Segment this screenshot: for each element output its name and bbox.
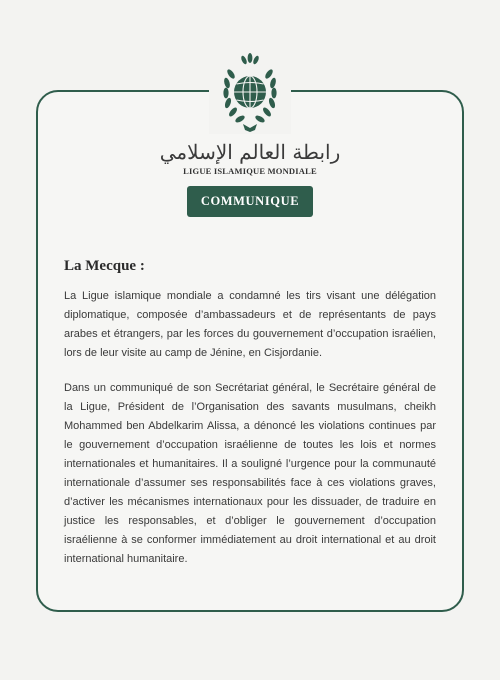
paragraph-2: Dans un communiqué de son Secrétariat général, le Secrétaire général de la Ligue, Président de l’Organisation des savants musulmans, cheikh Mohammed ben Abdelkarim Alissa, a dénoncé les violations continues par le gouvernement d’occupation israélienne de toutes les lois et normes internationales et humanitaires. Il a souligné l’urgence pour la communauté internationale d’assumer ses responsabilités face à ces violations graves, d’activer les mécanismes internationaux pour les dissuader, de traduire en justice les responsables, et d’obliger le gouvernement d’occupation israélienne à se conformer immédiatement au droit international et au droit international humanitaire. (64, 382, 436, 565)
globe-emblem-icon (219, 52, 281, 134)
emblem-container (209, 52, 291, 134)
header-logo (0, 52, 500, 217)
communique-badge: COMMUNIQUE (187, 186, 313, 217)
org-name-arabic: رابطة العالم الإسلامي (159, 140, 341, 164)
paragraph-1: La Ligue islamique mondiale a condamné les tirs visant une délégation diplomatique, composée d’ambassadeurs et de représentants de pays arabes et étrangers, par les forces du gouvernement d’occupation israélien, lors de leur visite au camp de Jénine, en Cisjordanie. (64, 290, 436, 359)
article-body (64, 258, 436, 585)
org-name-latin: LIGUE ISLAMIQUE MONDIALE (183, 166, 317, 176)
dateline: La Mecque : (64, 258, 145, 274)
